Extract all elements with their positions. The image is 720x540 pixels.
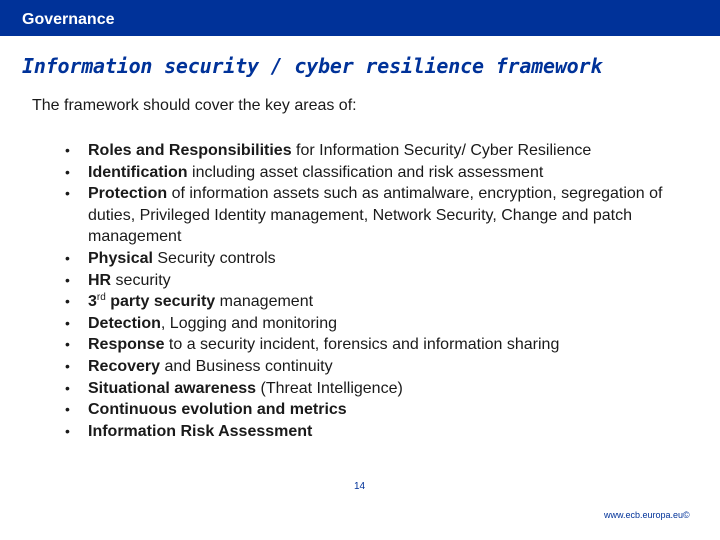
bullet-bold-text: HR <box>88 271 112 289</box>
page-number: 14 <box>354 481 366 492</box>
bullet-text: security <box>111 271 171 289</box>
bullet-text: Security controls <box>152 249 276 267</box>
bullet-text: including asset classification and risk assessment <box>187 163 544 181</box>
bullet-item <box>65 378 665 400</box>
bullet-icon: • <box>65 357 70 374</box>
bullet-text: management <box>215 293 314 311</box>
bullet-bold-text: Detection <box>88 314 161 332</box>
bullet-bold-text: party security <box>105 293 216 311</box>
bullet-item <box>65 162 665 184</box>
bullet-item <box>65 356 665 378</box>
bullet-bold-text: Protection <box>88 185 168 203</box>
bullet-icon: • <box>65 249 70 266</box>
bullet-bold-number: 3 <box>88 293 97 311</box>
bullet-text: and Business continuity <box>160 357 333 375</box>
bullet-icon: • <box>65 271 70 288</box>
bullet-bold-text: Recovery <box>88 357 161 375</box>
bullet-item <box>65 291 665 313</box>
bullet-item <box>65 421 665 443</box>
section-label: Governance <box>22 11 115 28</box>
bullet-text: of information assets such as antimalware, encryption, segregation of duties, Privileged Identity management, Network Security, Change and patch management <box>88 185 663 246</box>
bullet-item <box>65 270 665 292</box>
bullet-item <box>65 183 665 248</box>
header-bar <box>0 0 720 36</box>
slide-title: Information security / cyber resilience framework <box>22 54 603 78</box>
bullet-text: for Information Security/ Cyber Resilience <box>291 142 592 159</box>
bullet-bold-text: Response <box>88 336 165 354</box>
bullet-icon: • <box>65 379 70 396</box>
footer-url: www.ecb.europa.eu© <box>604 510 690 520</box>
bullet-bold-text: Situational awareness <box>88 379 257 397</box>
bullet-icon: • <box>65 293 70 310</box>
ordinal-suffix: rd <box>96 292 106 304</box>
bullet-icon: • <box>65 336 70 353</box>
bullet-bold-text: Continuous evolution and metrics <box>88 401 347 419</box>
bullet-text: , Logging and monitoring <box>160 314 338 332</box>
bullet-item <box>65 399 665 421</box>
bullet-icon: • <box>65 185 70 202</box>
bullet-item <box>65 313 665 335</box>
bullet-bold-text: Information Risk Assessment <box>88 422 313 440</box>
bullet-text: (Threat Intelligence) <box>256 379 403 397</box>
bullet-item <box>65 334 665 356</box>
bullet-text: to a security incident, forensics and information sharing <box>164 336 560 354</box>
bullet-icon: • <box>65 314 70 331</box>
bullet-list <box>65 140 665 442</box>
bullet-icon: • <box>65 142 70 158</box>
bullet-item <box>65 248 665 270</box>
intro-text: The framework should cover the key areas of: <box>32 97 357 114</box>
bullet-icon: • <box>65 163 70 180</box>
bullet-bold-text: Roles and Responsibilities <box>88 142 292 159</box>
bullet-bold-text: Physical <box>88 249 153 267</box>
bullet-bold-text: Identification <box>88 163 188 181</box>
bullet-icon: • <box>65 401 70 418</box>
bullet-icon: • <box>65 422 70 439</box>
bullet-item <box>65 140 665 162</box>
